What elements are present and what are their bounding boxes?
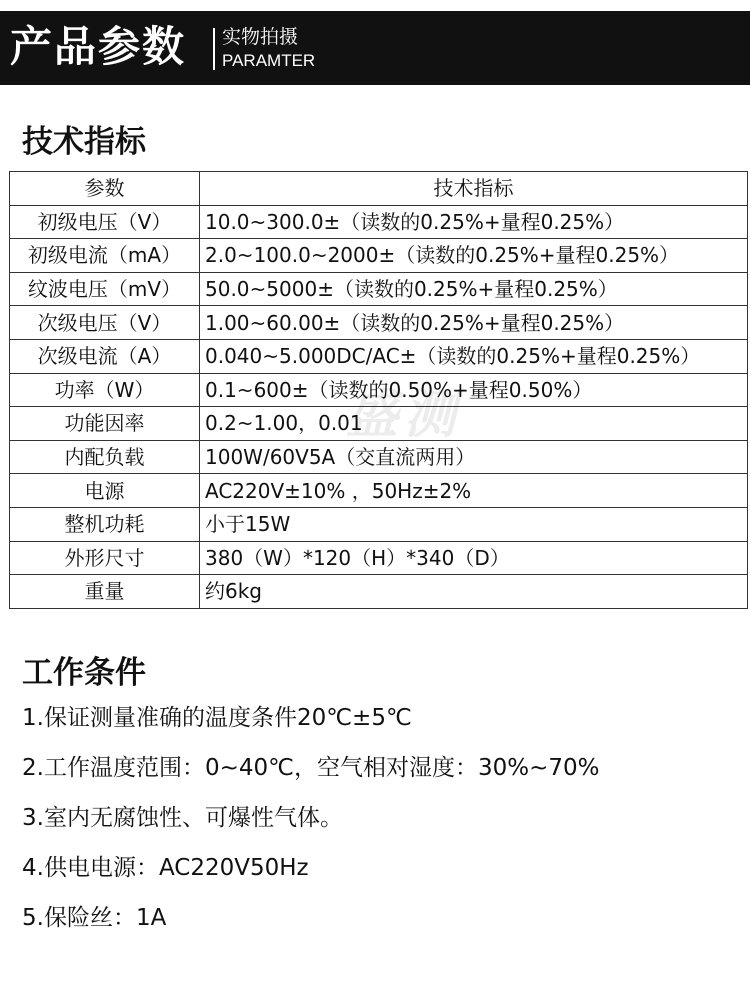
value-cell: 380（W）*120（H）*340（D） [200, 541, 748, 575]
param-cell: 初级电压（V） [10, 205, 200, 239]
param-cell: 电源 [10, 474, 200, 508]
value-cell: 50.0~5000±（读数的0.25%+量程0.25%） [200, 272, 748, 306]
column-header-spec: 技术指标 [200, 172, 748, 206]
brand-watermark: 盛测 [346, 385, 463, 445]
param-cell: 内配负载 [10, 440, 200, 474]
value-cell: 2.0~100.0~2000±（读数的0.25%+量程0.25%） [200, 239, 748, 273]
table-row [10, 239, 748, 273]
table-row [10, 339, 748, 373]
param-cell: 初级电流（mA） [10, 239, 200, 273]
param-cell: 次级电流（A） [10, 339, 200, 373]
spec-table-header-row [10, 172, 748, 206]
list-item: 5.保险丝：1A [22, 905, 167, 931]
banner-title: 产品参数 [10, 22, 187, 71]
banner-subtitle-en: PARAMTER [222, 51, 316, 70]
param-cell: 功能因率 [10, 407, 200, 441]
conditions-list [22, 700, 599, 950]
value-cell: AC220V±10% ，50Hz±2% [200, 474, 748, 508]
table-row [10, 205, 748, 239]
column-header-param: 参数 [10, 172, 200, 206]
value-cell: 0.2~1.00，0.01 [200, 407, 748, 441]
table-row [10, 575, 748, 609]
list-item: 2.工作温度范围：0~40℃，空气相对湿度：30%~70% [22, 755, 600, 781]
value-cell: 0.040~5.000DC/AC±（读数的0.25%+量程0.25%） [200, 339, 748, 373]
list-item: 3.室内无腐蚀性、可爆性气体。 [22, 805, 343, 831]
param-cell: 纹波电压（mV） [10, 272, 200, 306]
param-cell: 外形尺寸 [10, 541, 200, 575]
param-cell: 功率（W） [10, 373, 200, 407]
banner-subtitle-cn: 实物拍摄 [222, 26, 299, 48]
spec-section-title: 技术指标 [22, 124, 146, 160]
param-cell: 重量 [10, 575, 200, 609]
table-row [10, 541, 748, 575]
param-cell: 整机功耗 [10, 507, 200, 541]
table-row [10, 306, 748, 340]
banner-divider [213, 28, 215, 70]
value-cell: 0.1~600±（读数的0.50%+量程0.50%） [200, 373, 748, 407]
value-cell: 小于15W [200, 507, 748, 541]
list-item: 1.保证测量准确的温度条件20℃±5℃ [22, 705, 412, 731]
value-cell: 约6kg [200, 575, 748, 609]
value-cell: 10.0~300.0±（读数的0.25%+量程0.25%） [200, 205, 748, 239]
table-row [10, 507, 748, 541]
conditions-section-title: 工作条件 [22, 655, 146, 691]
table-row [10, 474, 748, 508]
header-banner [0, 11, 750, 85]
table-row [10, 272, 748, 306]
value-cell: 100W/60V5A（交直流两用） [200, 440, 748, 474]
value-cell: 1.00~60.00±（读数的0.25%+量程0.25%） [200, 306, 748, 340]
list-item: 4.供电电源：AC220V50Hz [22, 855, 309, 881]
param-cell: 次级电压（V） [10, 306, 200, 340]
